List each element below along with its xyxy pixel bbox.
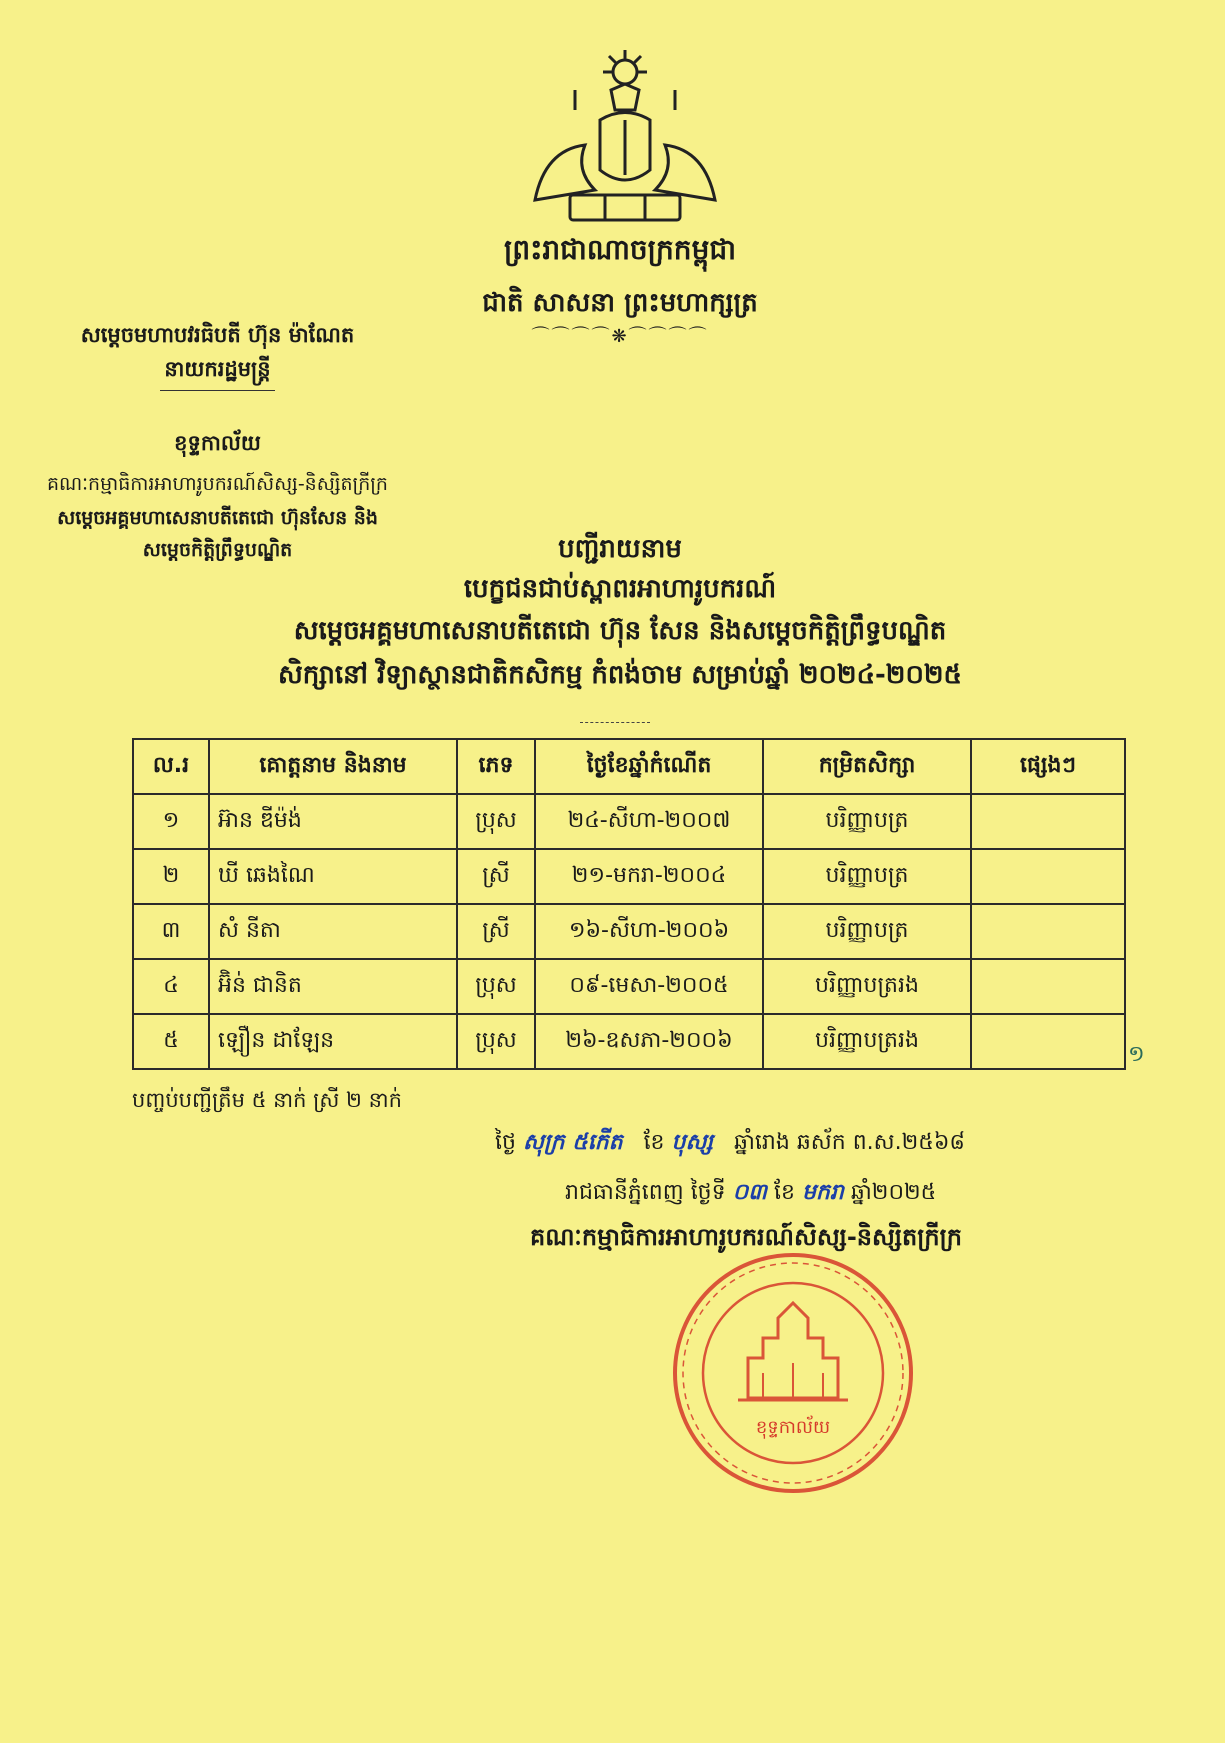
col-number: ល.រ bbox=[133, 739, 209, 794]
table-row bbox=[133, 904, 1125, 959]
row-name: ឃី ឆេងណៃ bbox=[209, 849, 457, 904]
col-name: គោត្តនាម និងនាម bbox=[209, 739, 457, 794]
candidate-table bbox=[132, 738, 1126, 1070]
prime-minister-name: សម្តេចមហាបវរធិបតី ហ៊ុន ម៉ាណែត bbox=[80, 323, 355, 347]
lunar-date-line bbox=[495, 1128, 965, 1160]
table-row bbox=[133, 849, 1125, 904]
greg-year: ឆ្នាំ២០២៥ bbox=[850, 1180, 937, 1205]
issuer-divider bbox=[160, 390, 275, 391]
row-sex: ប្រុស bbox=[457, 959, 535, 1014]
row-name: អ៊ាន ឌីម៉ង់ bbox=[209, 794, 457, 849]
row-number: ៣ bbox=[133, 904, 209, 959]
col-sex: ភេទ bbox=[457, 739, 535, 794]
gregorian-date-line bbox=[565, 1178, 936, 1210]
row-name: សំ នីតា bbox=[209, 904, 457, 959]
table-row bbox=[133, 1014, 1125, 1069]
row-level: បរិញ្ញាបត្ររង bbox=[763, 959, 971, 1014]
row-name: ឡឿន ដាឡែន bbox=[209, 1014, 457, 1069]
row-level: បរិញ្ញាបត្ររង bbox=[763, 1014, 971, 1069]
title-divider bbox=[580, 722, 650, 723]
royal-arms-emblem-icon bbox=[515, 50, 735, 230]
prime-minister-title: នាយករដ្ឋមន្ត្រី bbox=[164, 357, 271, 381]
row-sex: ស្រី bbox=[457, 904, 535, 959]
lunar-year: ឆ្នាំរោង ឆស័ក ព.ស.២៥៦៨ bbox=[733, 1130, 965, 1155]
col-dob: ថ្ងៃខែឆ្នាំកំណើត bbox=[535, 739, 763, 794]
cabinet-heading: ខុទ្ទកាល័យ bbox=[174, 431, 261, 455]
row-other bbox=[971, 1014, 1125, 1069]
table-row bbox=[133, 794, 1125, 849]
closing-summary: បញ្ចប់បញ្ជីត្រឹម ៥ នាក់ ស្រី ២ នាក់ bbox=[132, 1088, 402, 1112]
row-sex: ស្រី bbox=[457, 849, 535, 904]
handwritten-month: បុស្ស bbox=[671, 1130, 713, 1155]
row-number: ៤ bbox=[133, 959, 209, 1014]
city-prefix: រាជធានីភ្នំពេញ ថ្ងៃទី bbox=[565, 1180, 726, 1205]
signing-organization: គណៈកម្មាធិការអាហារូបករណ៍សិស្ស-និស្សិតក្រីក្រ bbox=[530, 1223, 963, 1251]
row-level: បរិញ្ញាបត្រ bbox=[763, 794, 971, 849]
row-dob: ១៦-សីហា-២០០៦ bbox=[535, 904, 763, 959]
handwritten-day: សុក្រ ៥កើត bbox=[522, 1130, 623, 1155]
row-sex: ប្រុស bbox=[457, 794, 535, 849]
row-other bbox=[971, 849, 1125, 904]
row-dob: ២៤-សីហា-២០០៧ bbox=[535, 794, 763, 849]
row-dob: ២១-មករា-២០០៤ bbox=[535, 849, 763, 904]
row-dob: ២៦-ឧសភា-២០០៦ bbox=[535, 1014, 763, 1069]
seal-text: ខុទ្ទកាល័យ bbox=[755, 1417, 831, 1438]
handwritten-greg-month: មករា bbox=[801, 1180, 844, 1205]
row-dob: ០៩-មេសា-២០០៥ bbox=[535, 959, 763, 1014]
col-other: ផ្សេងៗ bbox=[971, 739, 1125, 794]
row-level: បរិញ្ញាបត្រ bbox=[763, 849, 971, 904]
table-row bbox=[133, 959, 1125, 1014]
row-level: បរិញ្ញាបត្រ bbox=[763, 904, 971, 959]
row-other bbox=[971, 959, 1125, 1014]
row-other bbox=[971, 904, 1125, 959]
row-number: ១ bbox=[133, 794, 209, 849]
greg-month-label: ខែ bbox=[773, 1180, 795, 1205]
col-level: កម្រិតសិក្សា bbox=[763, 739, 971, 794]
day-label: ថ្ងៃ bbox=[495, 1130, 516, 1155]
document-subtitle: បេក្ខជនជាប់ស្ពាពរអាហារូបករណ៍ bbox=[463, 574, 777, 604]
ornament-divider: ⌒⌒⌒⌒❋⌒⌒⌒⌒ bbox=[531, 326, 709, 347]
row-number: ២ bbox=[133, 849, 209, 904]
row-name: អ៊ិន់ ជានិត bbox=[209, 959, 457, 1014]
table-header-row bbox=[133, 739, 1125, 794]
handwritten-greg-day: ០៣ bbox=[732, 1180, 767, 1205]
row-sex: ប្រុស bbox=[457, 1014, 535, 1069]
row-number: ៥ bbox=[133, 1014, 209, 1069]
margin-initial: ១ bbox=[1128, 1042, 1145, 1067]
committee-line-2: សម្តេចអគ្គមហាសេនាបតីតេជោ ហ៊ុនសែន និង bbox=[57, 507, 378, 529]
temple-seal-icon bbox=[668, 1248, 918, 1498]
committee-line-1: គណៈកម្មាធិការអាហារូបករណ៍សិស្ស-និស្សិតក្រីក្រ bbox=[47, 473, 388, 495]
scholarship-name: សម្តេចអគ្គមហាសេនាបតីតេជោ ហ៊ុន សែន និងសម្តេចកិត្តិព្រឹទ្ធបណ្ឌិត bbox=[293, 616, 947, 646]
month-label: ខែ bbox=[643, 1130, 665, 1155]
kingdom-heading: ព្រះរាជាណាចក្រកម្ពុជា bbox=[503, 233, 736, 266]
row-other bbox=[971, 794, 1125, 849]
national-motto: ជាតិ សាសនា ព្រះមហាក្សត្រ bbox=[482, 288, 758, 318]
institution-line: សិក្សានៅ វិទ្យាស្ថានជាតិកសិកម្ម កំពង់ចាម សម្រាប់ឆ្នាំ ២០២៤-២០២៥ bbox=[278, 660, 962, 690]
committee-line-3: សម្តេចកិត្តិព្រឹទ្ធបណ្ឌិត bbox=[142, 539, 293, 561]
document-title: បញ្ជីរាយនាម bbox=[558, 534, 682, 564]
